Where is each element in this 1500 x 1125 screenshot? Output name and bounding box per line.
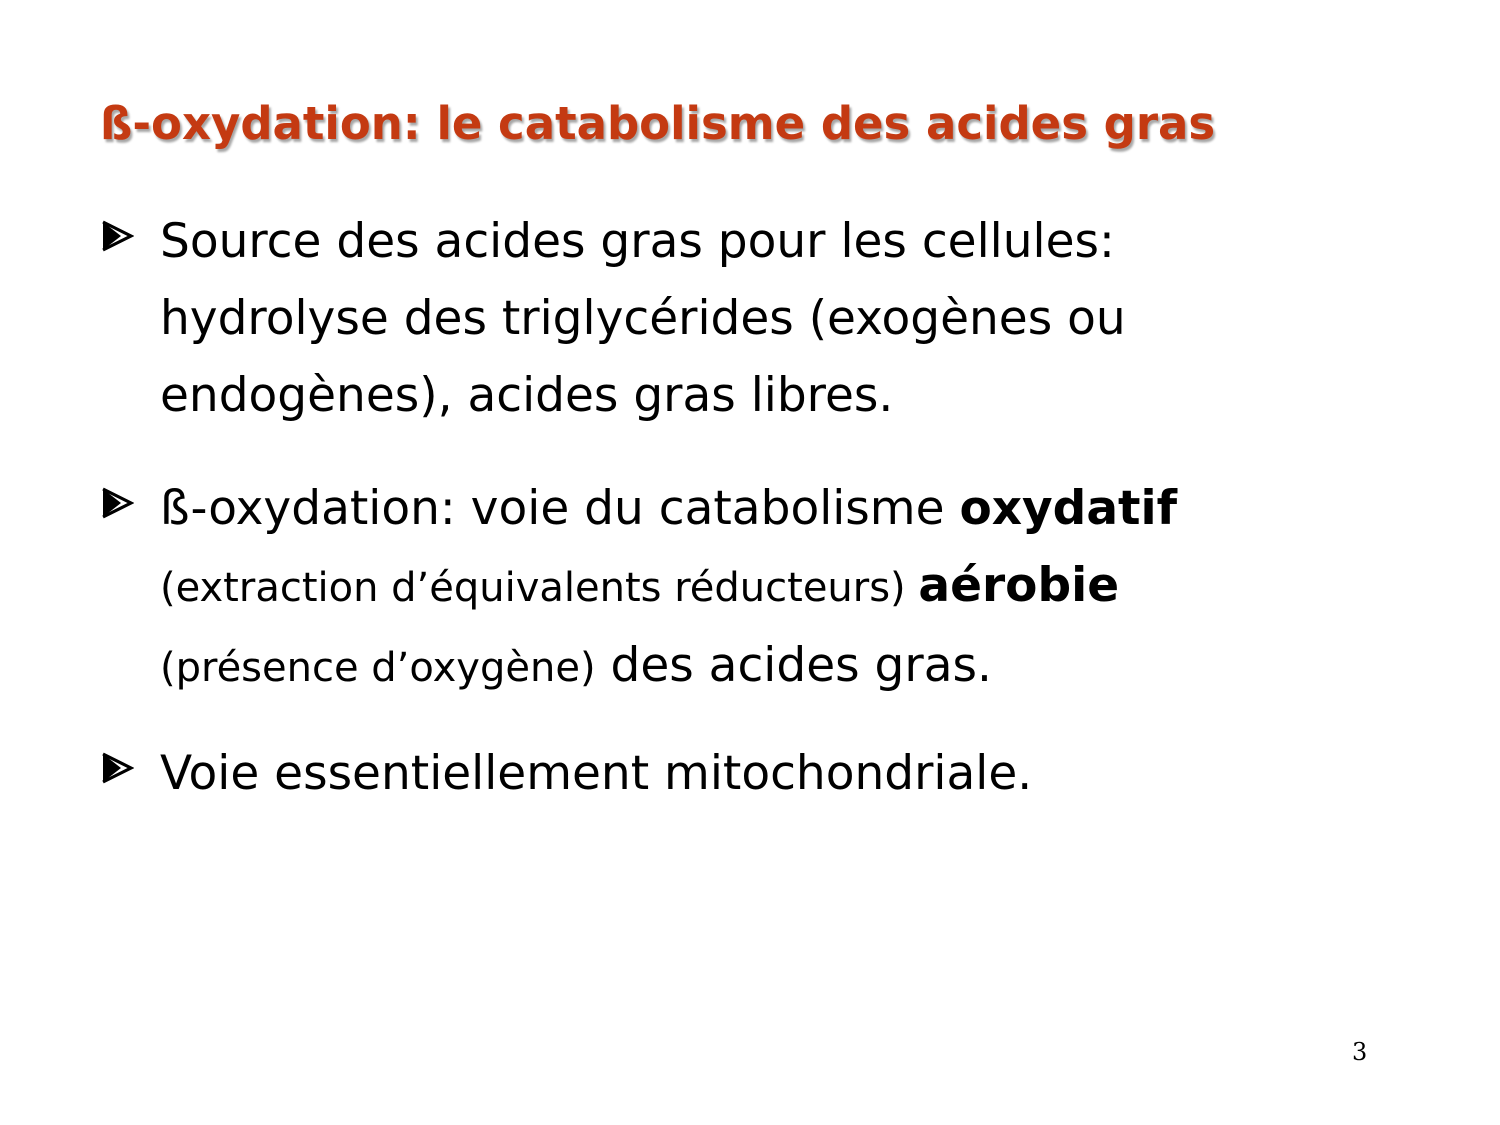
- bullet-line-text: (extraction d’équivalents réducteurs): [160, 565, 919, 611]
- arrowhead-bullet-icon: [100, 486, 134, 520]
- bullet-line: [160, 547, 1390, 627]
- bullet-paren-text: (présence d’oxygène): [160, 645, 596, 691]
- bold-term-oxydatif: oxydatif: [959, 481, 1178, 536]
- bullet-text: [160, 203, 1390, 434]
- bullet-line: hydrolyse des triglycérides (exogènes ou: [160, 291, 1126, 346]
- bold-term-aerobie: aérobie: [918, 558, 1120, 613]
- bullet-line: endogènes), acides gras libres.: [160, 368, 894, 423]
- bullet-text: [160, 735, 1390, 812]
- bullet-line: [160, 627, 1390, 707]
- page-number: 3: [1352, 1038, 1368, 1066]
- bullet-line: [160, 470, 1390, 547]
- arrowhead-bullet-icon: [100, 219, 134, 253]
- slide-title: ß-oxydation: le catabolisme des acides gras: [100, 97, 1216, 150]
- bullet-line-text: ß-oxydation: voie du catabolisme: [160, 481, 960, 536]
- bullet-text: [160, 470, 1390, 707]
- arrowhead-bullet-icon: [100, 751, 134, 785]
- bullet-line-text: des acides gras.: [595, 638, 992, 693]
- bullet-line: Source des acides gras pour les cellules:: [160, 214, 1115, 269]
- bullet-line: Voie essentiellement mitochondriale.: [160, 746, 1033, 801]
